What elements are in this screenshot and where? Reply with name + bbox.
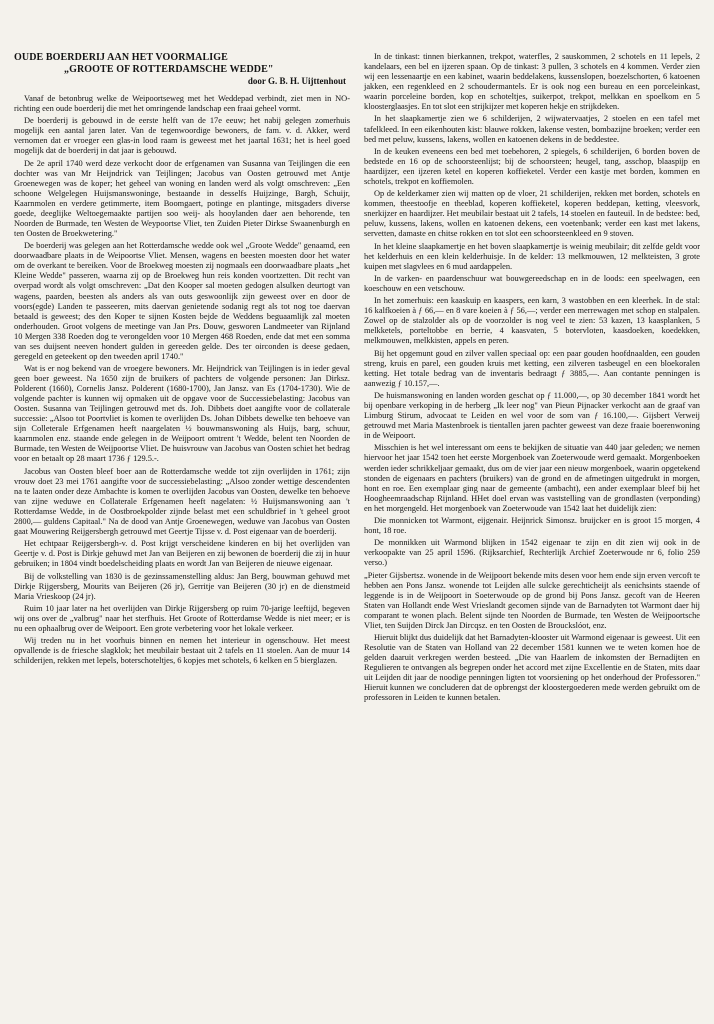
paragraph: Wij treden nu in het voorhuis binnen en nemen het interieur in ogenschouw. Het meest opvallende is de friesche slagklok; het meubilair bestaat uit 2 tafels en 11 stoelen. Aan de muur 14 schilderijen, rekken met lepels, boterschoteltjes, 6 kopjes met schotels, 6 kelken en 5 bierglazen. — [14, 636, 350, 666]
paragraph: De monnikken uit Warmond blijken in 1542 eigenaar te zijn en dit zien wij ook in de verkoopakte van 25 april 1596. (Rijksarchief, Rechterlijk Archief Zoeterwoude nr 6, folio 259 verso.) — [364, 538, 700, 568]
paragraph: In het slaapkamertje zien we 6 schilderijen, 2 wijwatervaatjes, 2 stoelen en een tafel met tafelkleed. In een eikenhouten kist: blauwe rokken, lakense vesten, bombazijne broeken; verder een bed met peluw, kussens, lakens, wollen en katoenen dekens in de beddestee. — [364, 114, 700, 144]
paragraph: Bij de volkstelling van 1830 is de gezinssamenstelling aldus: Jan Berg, bouwman gehuwd met Dirkje Rijgersberg, Mourits van Beijeren (26 jr), Gerritje van Beijeren (30 jr) en de dienstmeid Maria Vrieskoop (24 jr). — [14, 571, 350, 601]
paragraph: De huismanswoning en landen worden geschat op ƒ 11.000,—, op 30 december 1841 wordt het bij openbare verkoping in de herberg „Ik leer nog" van Pieun Pijnacker verkocht aan de graaf van Limburg Stirum, advocaat te Leiden en wel voor de som van ƒ 16.100,—. Gijsbert Verweij getrouwd met Maria Mastenbroek is tientallen jaren pachter geweest van deze fraaie boerenwoning in de Weipoort. — [364, 391, 700, 441]
paragraph: „Pieter Gijsbertsz. wonende in de Weijpoort bekende mits desen voor hem ende sijn erven vercoft te hebben aen Pons Jansz. wonende tot Leijden alle sulcke gerechticheijt als eenichsints staende of leggende is in de Weijpoort in Soeterwoude op de grond bij Pons Jansz. gecoft van de Heeren Staten van Hollandt ende West Vrieslandt gecomen sijnde van de Barnadyten tot Warmont daer hij comparant te wonen plach. Belent sijnde ten Noorden de Burmade, ten Westen de Weijpoortsche Vliet, ten Suijden Dirck Jan Dircqsz. en ten Oosten de Brouckslóot, enz. — [364, 570, 700, 630]
right-column — [364, 52, 700, 706]
article-title-line-1: OUDE BOERDERIJ AAN HET VOORMALIGE — [14, 52, 228, 63]
paragraph: In de varken- en paardenschuur wat bouwgereedschap en in de loods: een speelwagen, een koeschouw en een vetschouw. — [364, 273, 700, 293]
paragraph: In de tinkast: tinnen bierkannen, trekpot, waterfles, 2 sauskommen, 2 schotels en 11 lepels, 2 kandelaars, een bel en ijzeren spaan. Op de tinkast: 3 pullen, 3 schotels en 4 kommen. Verder zien wij een lessenaartje en een kabinet, waarin beddelakens, kussenslopen, boezelschorten, 6 katoenen jakken, een regenkleed en 2 schoudermantels. Er is ook nog een bureau en een porceleinkast, waarin porceleine borden, kop en schoteltjes, suikerpot, trekpot, melkkan en spoelkom en 5 kloosterglaasjes. En tot slot een strijkijzer met koperen hekje en strijkdeken. — [364, 52, 700, 112]
paragraph: Op de kelderkamer zien wij matten op de vloer, 21 schilderijen, rekken met borden, schotels en kommen, theestoofje en theeblad, koperen koffieketel, koperen beddepan, ketting, vleesvork, snerkijzer en haardijzer. Het meubilair bestaat uit 2 tafels, 14 stoelen en fauteuil. In de bedstee: bed, peluw, kussens, lakens, wollen en katoenen dekens, een voetenbank; verder een kast met lakens, servetten, damaste en chitse rokken en tot slot een schoorsteenkleed en 9 stoven. — [364, 189, 700, 239]
paragraph: Die monnicken tot Warmont, eijgenair. Heijnrick Simonsz. bruijcker en is groot 15 morgen, 4 hont, 18 roe. — [364, 515, 700, 535]
left-column — [14, 52, 350, 669]
paragraph: De 2e april 1740 werd deze verkocht door de erfgenamen van Susanna van Teijlingen die een dochter was van Mr Heijndrick van Teijlingen; Jacobus van Oosten getrouwd met Antje Groenewegen was de koper; het geheel van woning en landen werd als volgt omschreven: „Een schoone Welgelegen Huijsmanswoninge, bestaande in desselfs Huijzinge, Bargh, Schuijr, Kaarnmolen en verdere getimmerte, item Boomgaert, potinge en plantinge, mitsgaders diverse goede, deeglijke Weltoegemaakte partijen soo weij- als hooylanden daer aen behorende, ten Noorden de Burmade, ten Westen de Weypoortse Vliet, ten Zuiden Pieter Dirkse Swaanenburgh en ten Oosten de Broekwetering." — [14, 158, 350, 239]
article-header — [14, 52, 350, 86]
paragraph: Bij het opgemunt goud en zilver vallen speciaal op: een paar gouden hoofdnaalden, een gouden streng, kruis en parel, een gouden kruis met ketting, een zilveren tasbeugel en een bloekoralen ketting. Het totale bedrag van de inventaris bedraagt ƒ 3885,—. Aan contante penningen is aanwezig ƒ 10.157,—. — [364, 348, 700, 388]
paragraph: Wat is er nog bekend van de vroegere bewoners. Mr. Heijndrick van Teijlingen is in ieder geval geen boer geweest. Na 1650 zijn de bruikers of pachters de volgende personen: Jan Dirksz. Polderent (1660), Cornelis Jansz. Polderent (1680-1700), Jan Jansz. van Es (1704-1730). Wie de volgende pachter is kunnen wij opmaken uit de opgave voor de Successiebelasting: Jacobus van Oosten. Susanna van Teijlingen getrouwd met ds. Joh. Dibbets doet aangifte voor de collaterale successie: „Alsoo tot Poortvliet is komen te overlijden Ds. Johan Dibbets dewelke ten behoeve van sijn Colleterale Erfgenamen heeft naargelaten ½ bouwmanswoning als Huijs, barg, schuur, kaarnmolen enz. staande ende gelegen in de Weijpoort omtrent 't Wedde, belent ten Noorden de Burmade, ten Westen de Weijpoortse Vliet. De huisvrouw van Jacobus van Oosten schiet het bedrag voor en betaalt op 28 maart 1736 ƒ 129.5.-. — [14, 364, 350, 464]
paragraph: De boerderij is gebouwd in de eerste helft van de 17e eeuw; het nabij gelegen zomerhuis mogelijk een aantal jaren later. Van de tegenwoordige bewoners, de fam. v. d. Akker, werd vernomen dat er vroeger een glas-in lood raam is geweest met het jaartal 1631; het is heel goed mogelijk dat de boerderij in dat jaar is gebouwd. — [14, 116, 350, 156]
paragraph: Vanaf de betonbrug welke de Weipoortseweg met het Weddepad verbindt, ziet men in NO-richting een oude boerderij die met het omringende landschap een fraai geheel vormt. — [14, 94, 350, 114]
paragraph: In het kleine slaapkamertje en het boven slaapkamertje is weinig meubilair; dit zelfde geldt voor het kelderhuis en een klein kelderhuisje. In de kelder: 13 melkmouwen, 12 melkteisten, 3 grote kuipen met slagvlees en 6 mud aardappelen. — [364, 241, 700, 271]
paragraph: De boerderij was gelegen aan het Rotterdamsche wedde ook wel „Groote Wedde" genaamd, een doorwaadbare plaats in de Weipoortse Vliet. Mensen, wagens en beesten moesten door het water om de overkant te bereiken. Voor de Broekweg moesten zij nogmaals een doorwaadbare plaats „het Kleine Wedde" passeren, waarna zij op de Broekweg hun reis konden voortzetten. Dit recht van overpad wordt als volgt omschreven: „Dat den Kooper sal moeten gedogen alsulken deurtogt van wagens, paarden, beesten als anders als van outs geswoonlijk zijn geweest over en door de voors(egde) Landen te passeeren, mits daervan genietende sodanig regt als tot nog toe daervan betaald is geweest; des den Koper te sijnen Kosten bejde de Weddens beguaamlijk zal moeten onderhouden. Groot volgens de meetinge van Jan Prs. Douw, gesworen Landmeeter van Rijnland 10 Mergen 338 Roeden dog te verongelden voor 10 Mergen 468 Roeden, ende dat met een somma van ses duijsent neeven hondert gulden in gereeden gelde. Des ter oirconden is deese gedaen, geregeld en geteekent op den tweeden april 1740." — [14, 241, 350, 361]
paragraph: In het zomerhuis: een kaaskuip en kaaspers, een karn, 3 wastobben en een kleerhek. In de stal: 16 kalfkoeien à ƒ 66,— en 8 vare koeien à ƒ 56,—; verder een merrewagen met schop en stalpalen. Zowel op de stalzolder als op de voorzolder is nog veel te zien: 53 kazen, 13 kaasplanken, 5 melkketels, porteltobbe en berrie, 4 kaasvaten, 5 botervloten, kaasdoeken, koedekken, melkmouwen, melkkisten, appels en peren. — [364, 296, 700, 346]
article-title-line-2: „GROOTE OF ROTTERDAMSCHE WEDDE" — [64, 63, 274, 75]
paragraph: Misschien is het wel interessant om eens te bekijken de situatie van 440 jaar geleden; we nemen hiervoor het jaar 1542 toen het eerste Morgenboek van Zoeterwoude werd gemaakt. Morgenboeken werden ieder schrikkeljaar gemaakt, dus om de vier jaar een nieuw morgenboek, waarin opgetekend stonden de eigenaars en pachters (bruikers) van de grond en de afmetingen uitgedrukt in morgen, hont en roe. Een exemplaar ging naar de gemeente (ambacht), een ander exemplaar bleef bij het Hoogheemraadschap Rijnland. HHet doel ervan was vaststelling van de grondlasten (verponding) en het morgengeld. Het morgenboek van Zoeterwoude van 1542 laat het duidelijk zien: — [364, 443, 700, 513]
paragraph: Ruim 10 jaar later na het overlijden van Dirkje Rijgersberg op ruim 70-jarige leeftijd, begeven wij ons over de „valbrug" naar het sterfhuis. Het Groote of Rotterdamse Wedde is niet meer; er is nu een ophaalbrug over de Weipoort. Een grote verbetering voor het lokale verkeer. — [14, 603, 350, 633]
article-author: door G. B. H. Uijttenhout — [247, 76, 346, 86]
paragraph: Het echtpaar Reijgersbergh-v. d. Post krijgt verscheidene kinderen en bij het overlijden van Geertje v. d. Post is Dirkje gehuwd met Jan van Beijeren en zij bewonen de boerderij die zij in huur gebruiken; in 1804 vindt boedelscheiding plaats en wordt Jan van Beijeren de nieuwe eigenaar. — [14, 539, 350, 569]
paragraph: Jacobus van Oosten bleef boer aan de Rotterdamsche wedde tot zijn overlijden in 1761; zijn vrouw doet 23 mei 1761 aangifte voor de successiebelasting: „Alsoo zonder wettige descendenten na te laaten onder deze Ambachte is komen te overlijden Jacobus van Oosten, dewelke ten behoeve van zijne weduwe en Collaterale Erfgenamen heeft nagelaten: ½ Huijsmanswoning aan 't Rotterdamse Wedde, in de Oostbroekpolder zijnde belast met een schuldbrief in 't geheel groot 2800,— guldens Capitaal." Na de dood van Antje Groenewegen, weduwe van Jacobus van Oosten gaat Mouwering Reijgersbergh getrouwd met Geertje Tijsse v. d. Post eigenaar van de boerderij. — [14, 466, 350, 536]
paragraph: In de keuken eveneens een bed met toebehoren, 2 spiegels, 6 schilderijen, 6 borden boven de bedstede en 16 op de schoorsteenlijst; bij de schoorsteen; heugel, tang, asschop, blaaspijp en haardijzer, een ijzeren ketel en koperen koffieketel. Verder een kastje met borden, kommen en schotels, trekpot en koffiemolen. — [364, 146, 700, 186]
paragraph: Hieruit blijkt dus duidelijk dat het Barnadyten-klooster uit Warmond eigenaar is geweest. Uit een Resolutie van de Staten van Holland van 22 december 1581 kunnen we te weten komen hoe de gelden daaruit verkregen werden besteed. „Die van Haarlem de inkomsten der Bernadijten en Regulieren te ontvangen als begrepen onder het accord met zijne Excellentie en de Staten, mits daar uit Leijden dit jaar de noodige penningen ligten tot voorsiening op het onderhoud der Professoren." Hieruit kunnen we concluderen dat de opbrengst der kloostergoederen mede werden gebruikt om de professoren in Leiden te kunnen betalen. — [364, 633, 700, 703]
